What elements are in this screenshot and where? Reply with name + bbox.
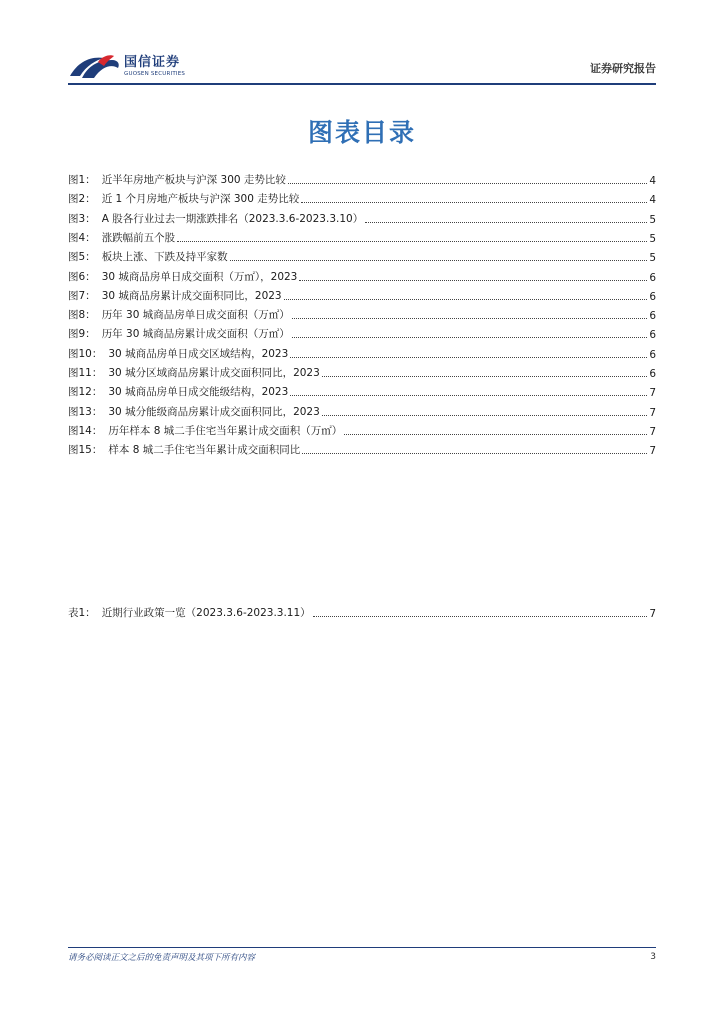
toc-entry-page: 6 — [649, 329, 656, 342]
toc-entry-label: 图5： — [68, 251, 96, 264]
toc-entry-page: 6 — [649, 348, 656, 361]
toc-entry-label: 图13： — [68, 405, 103, 418]
toc-entry-page: 7 — [649, 425, 656, 438]
toc-entry[interactable] — [68, 441, 656, 457]
toc-entry-title: 板块上涨、下跌及持平家数 — [101, 251, 228, 264]
toc-entry-title: 样本 8 城二手住宅当年累计成交面积同比 — [108, 444, 301, 457]
toc-entry-title: 30 城商品房单日成交能级结构，2023 — [108, 386, 289, 399]
toc-entry-title: 30 城分区域商品房累计成交面积同比，2023 — [108, 367, 320, 379]
toc-entry-label: 图3： — [68, 212, 96, 225]
toc-entry-label: 图6： — [68, 270, 96, 283]
toc-entry-label: 图1： — [68, 174, 96, 186]
toc-entry[interactable] — [68, 383, 656, 399]
toc-entry-title: A 股各行业过去一期涨跌排名（2023.3.6-2023.3.10） — [101, 212, 364, 225]
toc-dot-leader — [322, 414, 648, 416]
toc-entry[interactable] — [68, 248, 656, 264]
toc-entry-page: 7 — [649, 608, 656, 620]
toc-entry[interactable] — [68, 345, 656, 361]
toc-entry-title: 涨跌幅前五个股 — [101, 231, 176, 244]
toc-dot-leader — [313, 615, 648, 617]
toc-entry[interactable] — [68, 604, 656, 620]
page-title: 图表目录 — [307, 118, 416, 147]
toc-dot-leader — [344, 433, 647, 435]
toc-entry[interactable] — [68, 403, 656, 419]
toc-entry-title: 30 城商品房单日成交区域结构，2023 — [108, 347, 289, 360]
toc-dot-leader — [288, 182, 647, 184]
toc-entry-page: 5 — [649, 232, 656, 245]
toc-entry-page: 5 — [649, 213, 656, 226]
toc-entry[interactable] — [68, 268, 656, 284]
toc-dot-leader — [290, 356, 647, 358]
toc-dot-leader — [365, 221, 647, 223]
page-number: 3 — [650, 952, 656, 962]
toc-entry-label: 表1： — [68, 607, 96, 619]
toc-entry-title: 30 城商品房单日成交面积（万㎡），2023 — [101, 270, 298, 283]
toc-dot-leader — [177, 240, 647, 242]
toc-dot-leader — [322, 375, 648, 377]
toc-dot-leader — [290, 394, 647, 396]
header-divider — [68, 83, 656, 85]
toc-entry-label: 图4： — [68, 231, 96, 244]
toc-entry-title: 历年 30 城商品房累计成交面积（万㎡） — [101, 328, 290, 341]
toc-dot-leader — [284, 298, 648, 300]
toc-entry-label: 图8： — [68, 309, 96, 322]
toc-entry-title: 30 城分能级商品房累计成交面积同比，2023 — [108, 405, 320, 418]
toc-entry-page: 6 — [649, 271, 656, 284]
toc-entry-page: 5 — [649, 252, 656, 265]
toc-entry-title: 近半年房地产板块与沪深 300 走势比较 — [101, 174, 286, 186]
toc-entry-title: 30 城商品房累计成交面积同比，2023 — [101, 289, 282, 302]
toc-dot-leader — [302, 452, 647, 454]
toc-entry-label: 图9： — [68, 328, 96, 341]
logo-company-name: 国信证券 — [124, 55, 181, 71]
toc-dot-leader — [230, 259, 648, 261]
toc-entry[interactable] — [68, 190, 656, 206]
logo-company-name-en: GUOSEN SECURITIES — [124, 71, 186, 78]
toc-entry[interactable] — [68, 364, 656, 380]
toc-dot-leader — [299, 279, 647, 281]
toc-dot-leader — [292, 336, 648, 338]
toc-entry-title: 近 1 个月房地产板块与沪深 300 走势比较 — [101, 193, 300, 206]
toc-entry-label: 图12： — [68, 386, 103, 399]
footer-disclaimer: 请务必阅读正文之后的免责声明及其项下所有内容 — [68, 953, 256, 963]
footer-divider — [68, 947, 656, 948]
toc-entry-title: 历年样本 8 城二手住宅当年累计成交面积（万㎡） — [108, 424, 343, 437]
toc-entry[interactable] — [68, 171, 656, 187]
toc-entry-label: 图7： — [68, 289, 96, 302]
toc-entry-page: 7 — [649, 445, 656, 458]
toc-entry[interactable] — [68, 422, 656, 438]
toc-entry-page: 4 — [649, 194, 656, 207]
toc-entry-page: 7 — [649, 406, 656, 419]
report-type: 证券研究报告 — [590, 62, 656, 75]
toc-entry-label: 图10： — [68, 347, 103, 360]
toc-entry[interactable] — [68, 210, 656, 226]
toc-entry[interactable] — [68, 287, 656, 303]
toc-entry[interactable] — [68, 306, 656, 322]
toc-dot-leader — [301, 201, 647, 203]
toc-entry-label: 图11： — [68, 367, 103, 379]
toc-entry-label: 图15： — [68, 444, 103, 457]
toc-entry-page: 6 — [649, 290, 656, 303]
toc-entry[interactable] — [68, 229, 656, 245]
toc-entry-page: 6 — [649, 368, 656, 380]
page-header — [68, 50, 656, 86]
toc-entry[interactable] — [68, 325, 656, 341]
toc-entry-page: 7 — [649, 387, 656, 400]
toc-dot-leader — [292, 317, 648, 319]
toc-entry-label: 图14： — [68, 424, 103, 437]
guosen-logo — [68, 50, 185, 84]
toc-entry-page: 4 — [649, 175, 656, 187]
toc-entry-title: 近期行业政策一览（2023.3.6-2023.3.11） — [101, 607, 311, 619]
toc-entry-title: 历年 30 城商品房单日成交面积（万㎡） — [101, 309, 290, 322]
guosen-logo-icon — [68, 52, 120, 82]
toc-entry-page: 6 — [649, 310, 656, 323]
toc-entry-label: 图2： — [68, 193, 96, 206]
